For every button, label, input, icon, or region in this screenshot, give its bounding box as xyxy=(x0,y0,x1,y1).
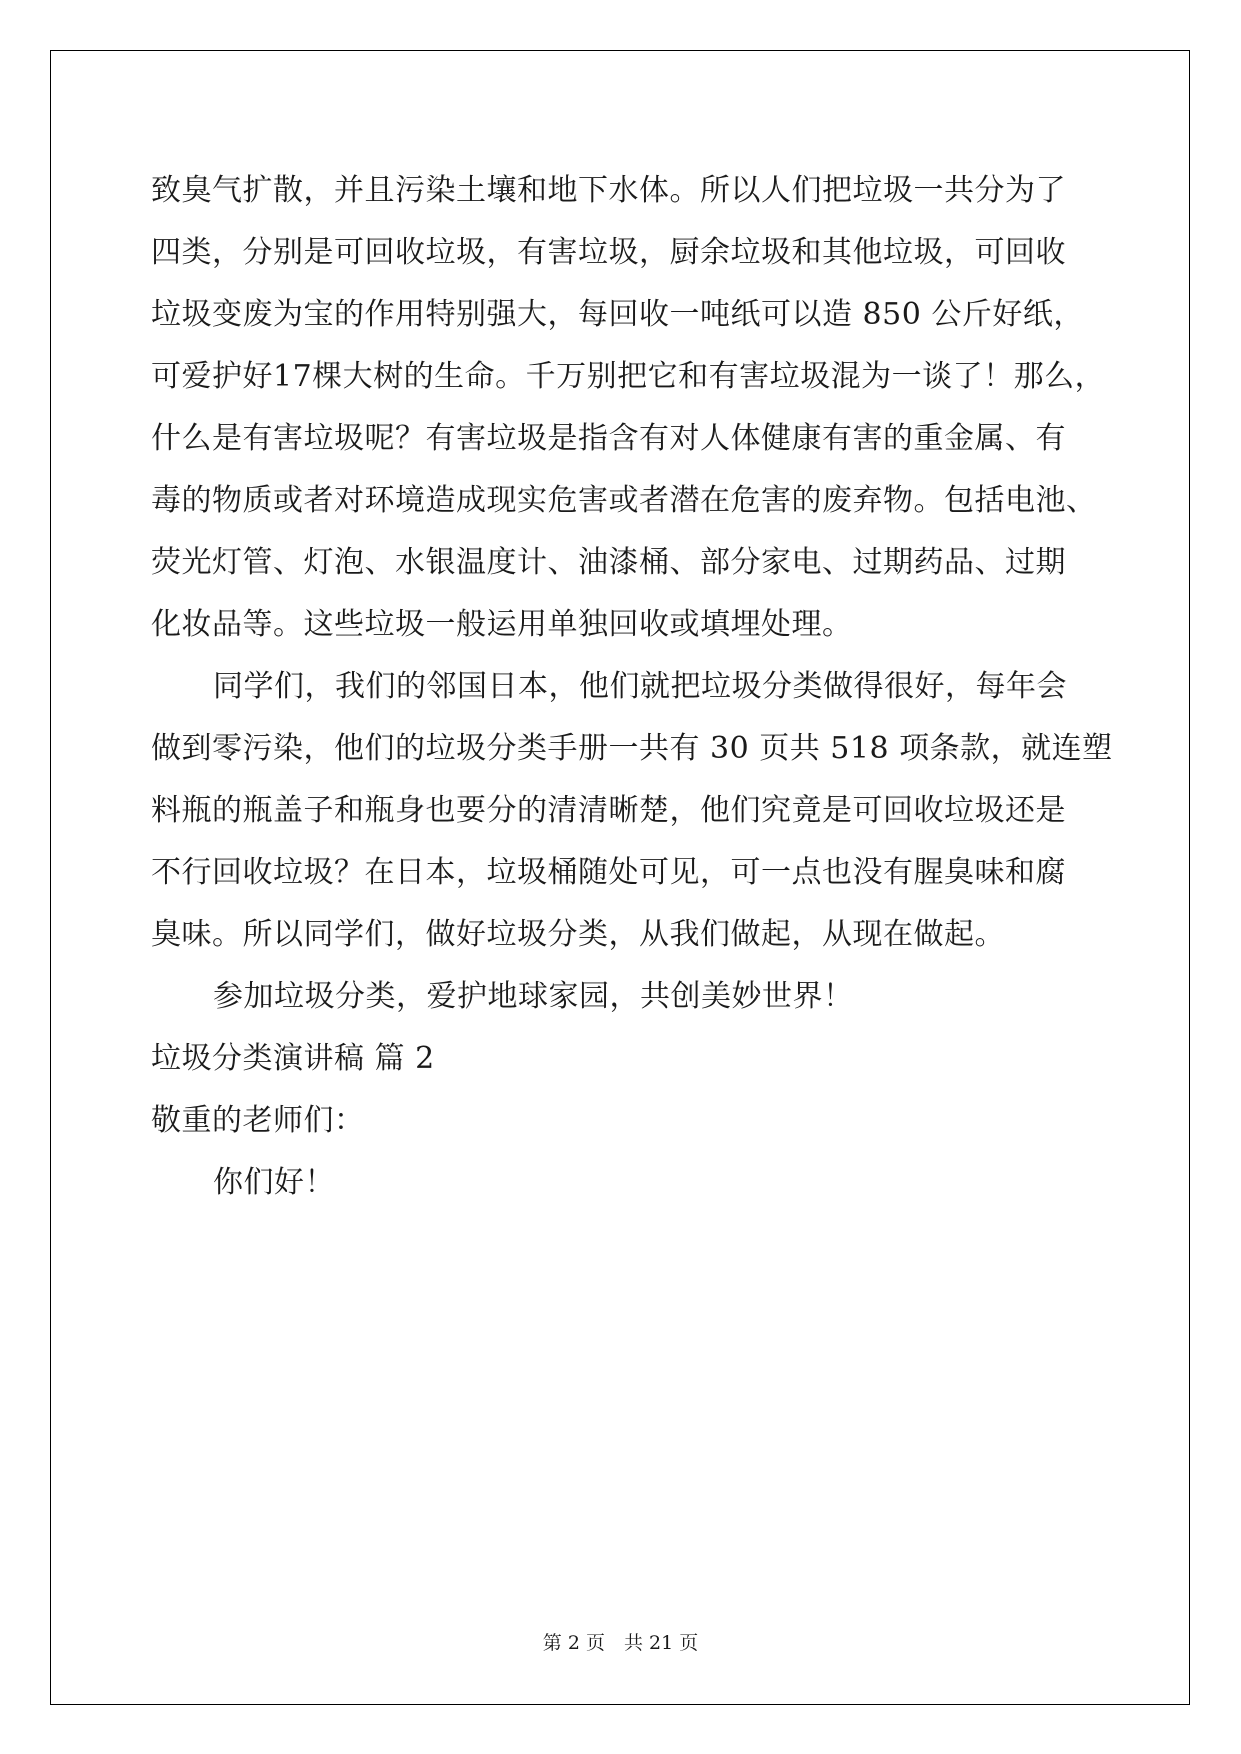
paragraph-1 xyxy=(151,160,1106,656)
text-line: 同学们，我们的邻国日本，他们就把垃圾分类做得很好，每年会 xyxy=(213,669,1067,704)
text-line: 化妆品等。这些垃圾一般运用单独回收或填埋处理。 xyxy=(151,607,853,642)
text-line: 垃圾变废为宝的作用特别强大，每回收一吨纸可以造 850 公斤好纸， xyxy=(151,297,1084,332)
text-line: 料瓶的瓶盖子和瓶身也要分的清清晰楚，他们究竟是可回收垃圾还是 xyxy=(151,793,1066,828)
text-line: 荧光灯管、灯泡、水银温度计、油漆桶、部分家电、过期药品、过期 xyxy=(151,545,1066,580)
document-body xyxy=(151,160,1113,1214)
section-title: 垃圾分类演讲稿 篇 2 xyxy=(151,1041,435,1076)
text-line: 做到零污染，他们的垃圾分类手册一共有 30 页共 518 项条款，就连塑 xyxy=(151,731,1113,766)
text-line: 什么是有害垃圾呢？有害垃圾是指含有对人体健康有害的重金属、有 xyxy=(151,421,1066,456)
closing-line: 参加垃圾分类，爱护地球家园，共创美妙世界！ xyxy=(213,979,854,1014)
text-line: 可爱护好17棵大树的生命。千万别把它和有害垃圾混为一谈了！那么， xyxy=(151,359,1106,394)
text-line: 毒的物质或者对环境造成现实危害或者潜在危害的废弃物。包括电池、 xyxy=(151,483,1097,518)
salutation: 敬重的老师们： xyxy=(151,1103,365,1138)
text-line: 臭味。所以同学们，做好垃圾分类，从我们做起，从现在做起。 xyxy=(151,917,1005,952)
text-line: 致臭气扩散，并且污染土壤和地下水体。所以人们把垃圾一共分为了 xyxy=(151,173,1066,208)
paragraph-2 xyxy=(151,656,1113,966)
text-line: 四类，分别是可回收垃圾，有害垃圾，厨余垃圾和其他垃圾，可回收 xyxy=(151,235,1066,270)
page-number-footer: 第 2 页 共 21 页 xyxy=(542,1632,699,1654)
text-line: 不行回收垃圾？在日本，垃圾桶随处可见，可一点也没有腥臭味和腐 xyxy=(151,855,1066,890)
greeting: 你们好！ xyxy=(213,1165,335,1200)
